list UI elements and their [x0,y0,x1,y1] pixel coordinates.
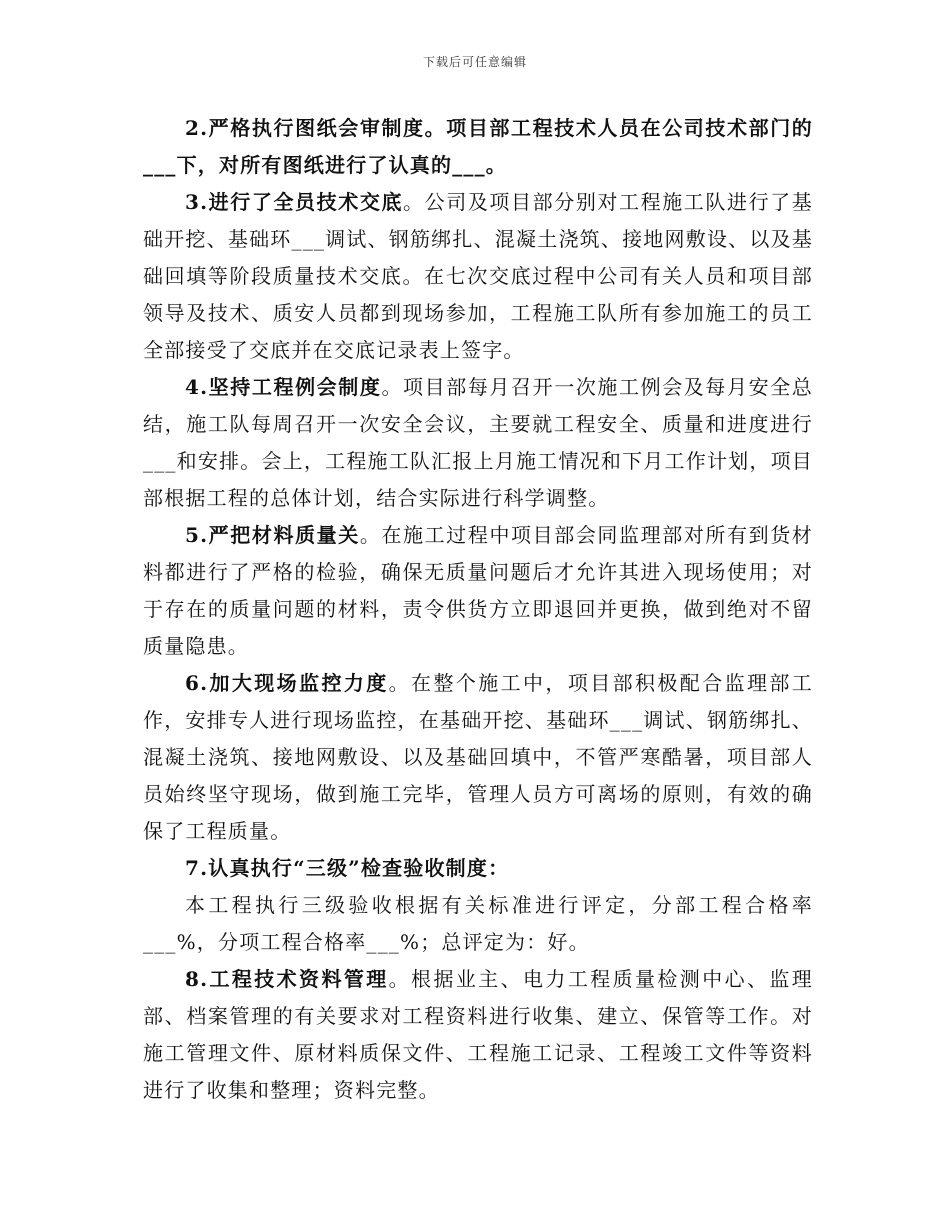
paragraph-body: 。公司及项目部分别对工程施工队进行了基础开挖、基础环___调试、钢筋绑扎、混凝土浇筑、接地网敷设、以及基础回填等阶段质量技术交底。在七次交底过程中公司有关人员和项目部领导及技术、质安人员都到现场参加，工程施工队所有参加施工的员工全部接受了交底并在交底记录表上签字。 [143,190,813,362]
paragraph-regular-meetings [143,369,813,517]
paragraph-drawing-review [143,110,813,184]
paragraph-inspection-results [143,887,813,961]
paragraph-body: 本工程执行三级验收根据有关标准进行评定，分部工程合格率___%，分项工程合格率___%；总评定为：好。 [143,893,813,954]
paragraph-heading: 8.工程技术资料管理 [185,967,389,991]
paragraph-technical-briefing [143,184,813,369]
paragraph-heading: 6.加大现场监控力度 [185,671,389,695]
paragraph-body: 。项目部每月召开一次施工例会及每月安全总结，施工队每周召开一次安全会议，主要就工程安全、质量和进度进行___和安排。会上，工程施工队汇报上月施工情况和下月工作计划，项目部根据工程的总体计划，结合实际进行科学调整。 [143,375,813,510]
paragraph-body: 。在整个施工中，项目部积极配合监理部工作，安排专人进行现场监控，在基础开挖、基础环___调试、钢筋绑扎、混凝土浇筑、接地网敷设、以及基础回填中，不管严寒酷暑，项目部人员始终坚守现场，做到施工完毕，管理人员方可离场的原则，有效的确保了工程质量。 [143,671,813,843]
paragraph-body: 2.严格执行图纸会审制度。项目部工程技术人员在公司技术部门的___下，对所有图纸进行了认真的___。 [143,116,813,177]
paragraph-heading: 7.认真执行“三级”检查验收制度： [185,856,510,880]
document-body [143,110,813,1109]
paragraph-site-monitoring [143,665,813,850]
paragraph-heading: 5.严把材料质量关 [185,523,360,547]
paragraph-heading: 3.进行了全员技术交底 [185,190,404,214]
paragraph-body: 。根据业主、电力工程质量检测中心、监理部、档案管理的有关要求对工程资料进行收集、建立、保管等工作。对施工管理文件、原材料质保文件、工程施工记录、工程竣工文件等资料进行了收集和整理；资料完整。 [143,967,813,1102]
paragraph-technical-documents [143,961,813,1109]
paragraph-body: 。在施工过程中项目部会同监理部对所有到货材料都进行了严格的检验，确保无质量问题后才允许其进入现场使用；对于存在的质量问题的材料，责令供货方立即退回并更换，做到绝对不留质量隐患。 [143,523,813,658]
paragraph-material-quality [143,517,813,665]
paragraph-three-level-inspection [143,850,813,887]
page-header: 下载后可任意编辑 [422,55,527,69]
paragraph-heading: 4.坚持工程例会制度 [185,375,382,399]
